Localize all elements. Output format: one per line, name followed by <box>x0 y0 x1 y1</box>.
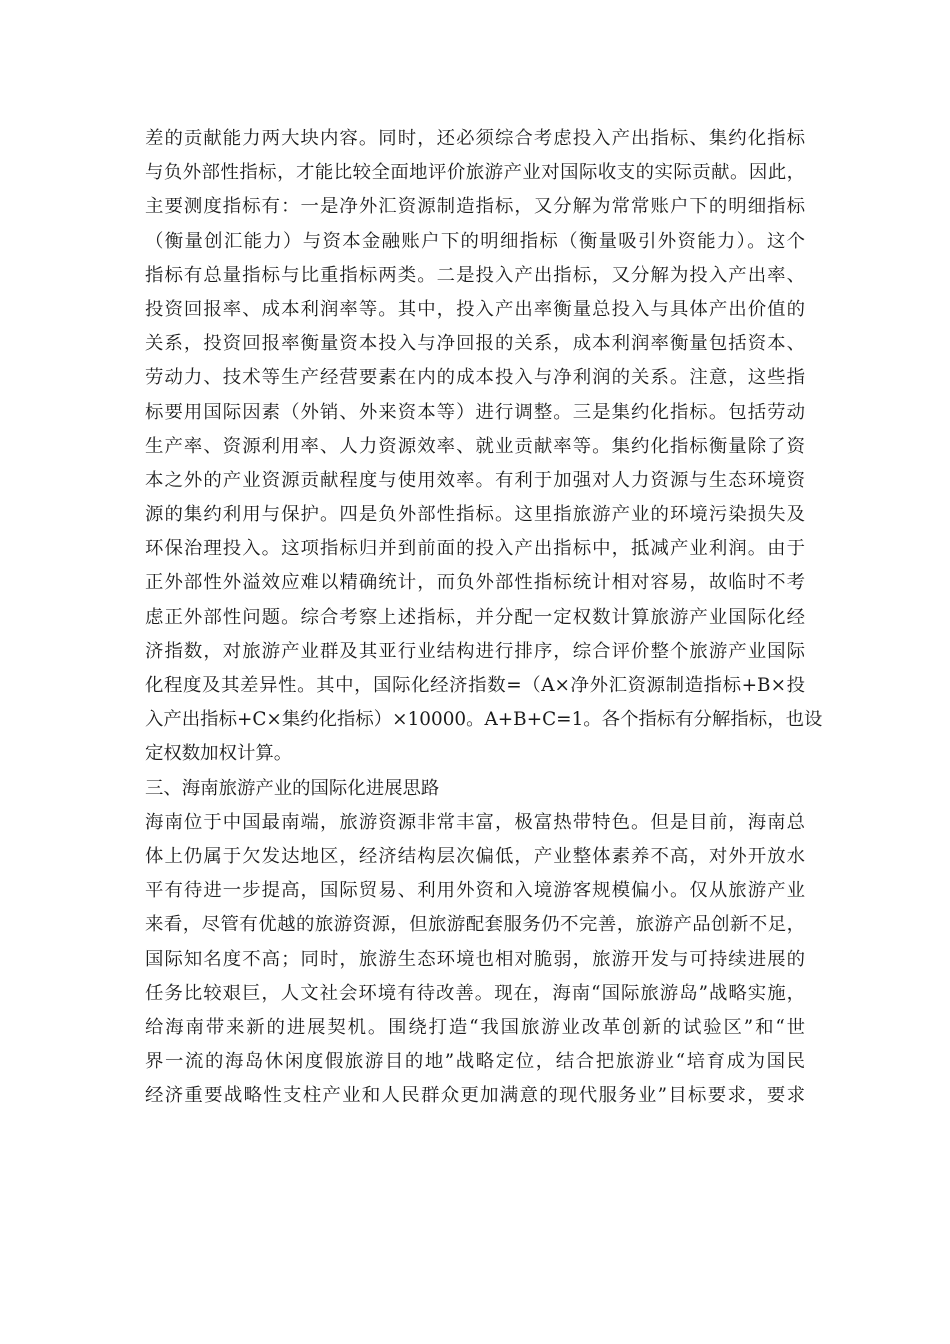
text-line: 化程度及其差异性。其中，国际化经济指数=（A×净外汇资源制造指标+B×投 <box>145 675 805 696</box>
text-line: 济指数，对旅游产业群及其亚行业结构进行排序，综合评价整个旅游产业国际 <box>145 640 805 662</box>
text-line: 体上仍属于欠发达地区，经济结构层次偏低，产业整体素养不高，对外开放水 <box>145 845 805 867</box>
text-line: 主要测度指标有：一是净外汇资源制造指标，又分解为常常账户下的明细指标 <box>145 196 805 218</box>
document-body <box>145 122 823 1113</box>
text-line: 虑正外部性问题。综合考察上述指标，并分配一定权数计算旅游产业国际化经 <box>145 606 805 628</box>
text-line: 海南位于中国最南端，旅游资源非常丰富，极富热带特色。但是目前，海南总 <box>145 811 805 833</box>
text-line: 给海南带来新的进展契机。围绕打造“我国旅游业改革创新的试验区”和“世 <box>145 1016 805 1038</box>
text-line: 关系，投资回报率衡量资本投入与净回报的关系，成本利润率衡量包括资本、 <box>145 333 805 355</box>
text-line: 本之外的产业资源贡献程度与使用效率。有利于加强对人力资源与生态环境资 <box>145 469 805 491</box>
text-line: 环保治理投入。这项指标归并到前面的投入产出指标中，抵减产业利润。由于 <box>145 538 805 560</box>
text-line: 经济重要战略性支柱产业和人民群众更加满意的现代服务业”目标要求，要求 <box>145 1085 805 1107</box>
text-line: 国际知名度不高；同时，旅游生态环境也相对脆弱，旅游开发与可持续进展的 <box>145 948 805 970</box>
text-line: 与负外部性指标，才能比较全面地评价旅游产业对国际收支的实际贡献。因此， <box>145 162 805 184</box>
text-line: 标要用国际因素（外销、外来资本等）进行调整。三是集约化指标。包括劳动 <box>145 401 805 423</box>
text-line: 劳动力、技术等生产经营要素在内的成本投入与净利润的关系。注意，这些指 <box>145 367 805 389</box>
text-line: 任务比较艰巨，人文社会环境有待改善。现在，海南“国际旅游岛”战略实施， <box>145 982 805 1004</box>
text-line: 投资回报率、成本利润率等。其中，投入产出率衡量总投入与具体产出价值的 <box>145 298 805 320</box>
text-line: 平有待进一步提高，国际贸易、利用外资和入境游客规模偏小。仅从旅游产业 <box>145 880 805 902</box>
text-line: （衡量创汇能力）与资本金融账户下的明细指标（衡量吸引外资能力）。这个 <box>145 230 805 252</box>
text-line: 生产率、资源利用率、人力资源效率、就业贡献率等。集约化指标衡量除了资 <box>145 435 805 457</box>
text-line: 源的集约利用与保护。四是负外部性指标。这里指旅游产业的环境污染损失及 <box>145 504 805 526</box>
text-line: 界一流的海岛休闲度假旅游目的地”战略定位，结合把旅游业“培育成为国民 <box>145 1051 805 1073</box>
text-line: 差的贡献能力两大块内容。同时，还必须综合考虑投入产出指标、集约化指标 <box>145 128 805 149</box>
text-line: 定权数加权计算。 <box>145 743 293 765</box>
text-line: 入产出指标+C×集约化指标）×10000。A+B+C=1。各个指标有分解指标，也设 <box>145 709 823 731</box>
section-heading: 三、海南旅游产业的国际化进展思路 <box>145 777 440 799</box>
text-line: 指标有总量指标与比重指标两类。二是投入产出指标，又分解为投入产出率、 <box>145 264 805 286</box>
text-line: 来看，尽管有优越的旅游资源，但旅游配套服务仍不完善，旅游产品创新不足， <box>145 914 805 936</box>
text-line: 正外部性外溢效应难以精确统计，而负外部性指标统计相对容易，故临时不考 <box>145 572 805 594</box>
